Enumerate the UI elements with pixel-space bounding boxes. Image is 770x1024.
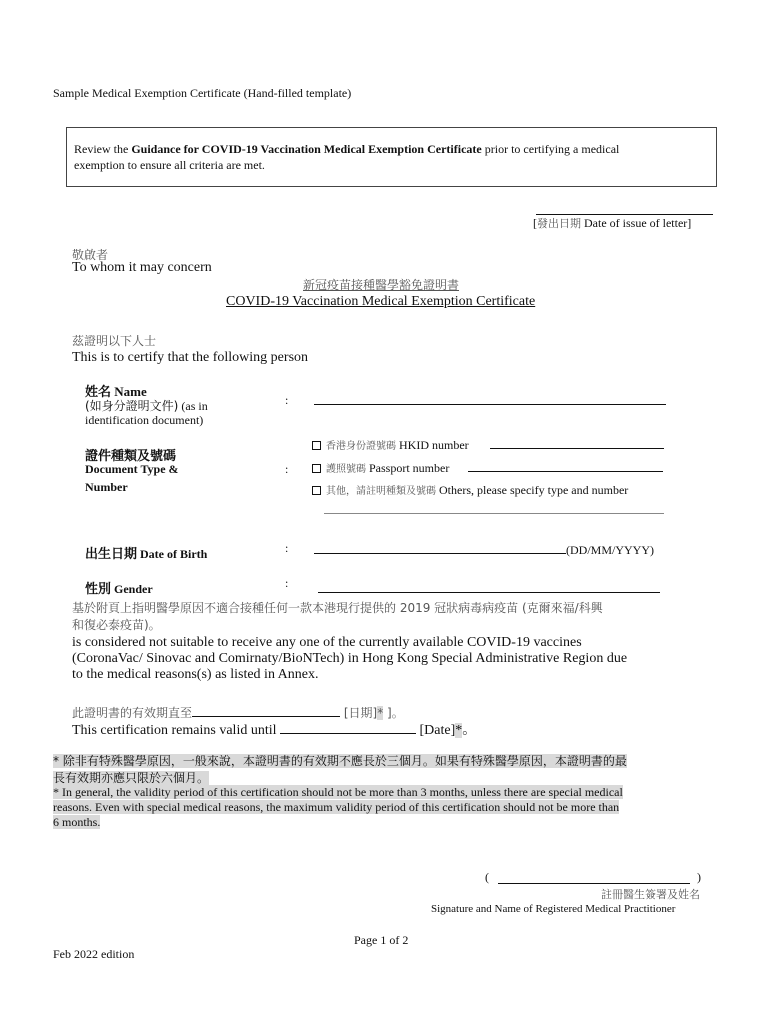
gender-input-line[interactable] [318, 592, 660, 593]
signature-close-paren: ) [697, 870, 701, 884]
salutation-en: To whom it may concern [72, 260, 212, 275]
hkid-checkbox[interactable] [312, 441, 321, 450]
edition-label: Feb 2022 edition [53, 947, 135, 961]
footnote-en-line3: 6 months. [53, 815, 101, 829]
issue-date-label: [發出日期 Date of issue of letter] [533, 216, 692, 230]
validity-en-line[interactable] [280, 722, 416, 734]
guidance-notice-line1: Review the Guidance for COVID-19 Vaccination Medical Exemption Certificate prior to certifying a medical [74, 142, 620, 156]
name-note: (如身分證明文件) (as in [85, 399, 208, 413]
certificate-title-en: COVID-19 Vaccination Medical Exemption Certificate [226, 294, 536, 309]
document-type-label-zh: 證件種類及號碼 [85, 449, 177, 464]
name-colon: : [285, 393, 289, 407]
others-input-line[interactable] [324, 513, 664, 514]
footnote-en-line2: reasons. Even with special medical reasons, the maximum validity period of this certification should not be more than [53, 800, 620, 814]
salutation-zh: 敬啟者 [72, 248, 109, 262]
hkid-option[interactable]: 香港身份證號碼 HKID number [312, 437, 469, 453]
statement-en-line3: to the medical reasons(s) as listed in Annex. [72, 667, 319, 682]
dob-format: (DD/MM/YYYY) [566, 543, 654, 557]
template-title: Sample Medical Exemption Certificate (Hand-filled template) [53, 86, 352, 100]
guidance-notice-line2: exemption to ensure all criteria are met. [74, 158, 265, 172]
validity-zh-line[interactable] [192, 706, 340, 717]
document-colon: : [285, 462, 289, 476]
footnote-en-line1: * In general, the validity period of this certification should not be more than 3 months, unless there are special medical [53, 785, 623, 799]
dob-label: 出生日期 Date of Birth [85, 547, 208, 562]
footnote-zh-line1: * 除非有特殊醫學原因，一般來說，本證明書的有效期不應長於三個月。如果有特殊醫學原因，本證明書的最 [53, 754, 627, 768]
statement-en-line1: is considered not suitable to receive any one of the currently available COVID-19 vaccines [72, 635, 582, 650]
passport-option[interactable]: 護照號碼 Passport number [312, 460, 449, 476]
others-checkbox[interactable] [312, 486, 321, 495]
statement-zh-line2: 和復必泰疫苗)。 [72, 618, 161, 632]
certify-en: This is to certify that the following person [72, 350, 309, 365]
name-note-line2: identification document) [85, 413, 204, 427]
name-input-line[interactable] [314, 404, 666, 405]
gender-colon: : [285, 576, 289, 590]
signature-open-paren: ( [485, 870, 489, 884]
dob-input-line[interactable] [314, 553, 566, 554]
name-label: 姓名 Name [85, 384, 147, 400]
document-type-label-en: Document Type & [85, 462, 179, 476]
hkid-input-line[interactable] [490, 448, 664, 449]
page-number: Page 1 of 2 [354, 933, 409, 947]
certificate-title-zh: 新冠疫苗接種醫學豁免證明書 [303, 278, 460, 292]
guidance-title: Guidance for COVID-19 Vaccination Medical Exemption Certificate [131, 142, 482, 156]
signature-label-en: Signature and Name of Registered Medical Practitioner [431, 903, 676, 915]
statement-en-line2: (CoronaVac/ Sinovac and Comirnaty/BioNTech) in Hong Kong Special Administrative Region due [72, 651, 628, 666]
passport-input-line[interactable] [468, 471, 663, 472]
dob-colon: : [285, 541, 289, 555]
validity-en: This certification remains valid until [Date]*。 [72, 723, 477, 738]
document-type-label-en2: Number [85, 480, 128, 494]
validity-zh: 此證明書的有效期直至 [日期]* ]。 [72, 706, 404, 720]
certify-zh: 茲證明以下人士 [72, 334, 157, 348]
signature-line[interactable] [498, 883, 690, 884]
guidance-notice-box [66, 127, 717, 187]
statement-zh-line1: 基於附頁上指明醫學原因不適合接種任何一款本港現行提供的 2019 冠狀病毒病疫苗 (克爾來福/科興 [72, 601, 603, 615]
signature-label-zh: 註冊醫生簽署及姓名 [601, 888, 700, 901]
passport-checkbox[interactable] [312, 464, 321, 473]
gender-label: 性別 Gender [85, 582, 153, 597]
footnote-zh-line2: 長有效期亦應只限於六個月。 [53, 771, 210, 785]
others-option[interactable]: 其他，請註明種類及號碼 Others, please specify type and number [312, 482, 628, 498]
